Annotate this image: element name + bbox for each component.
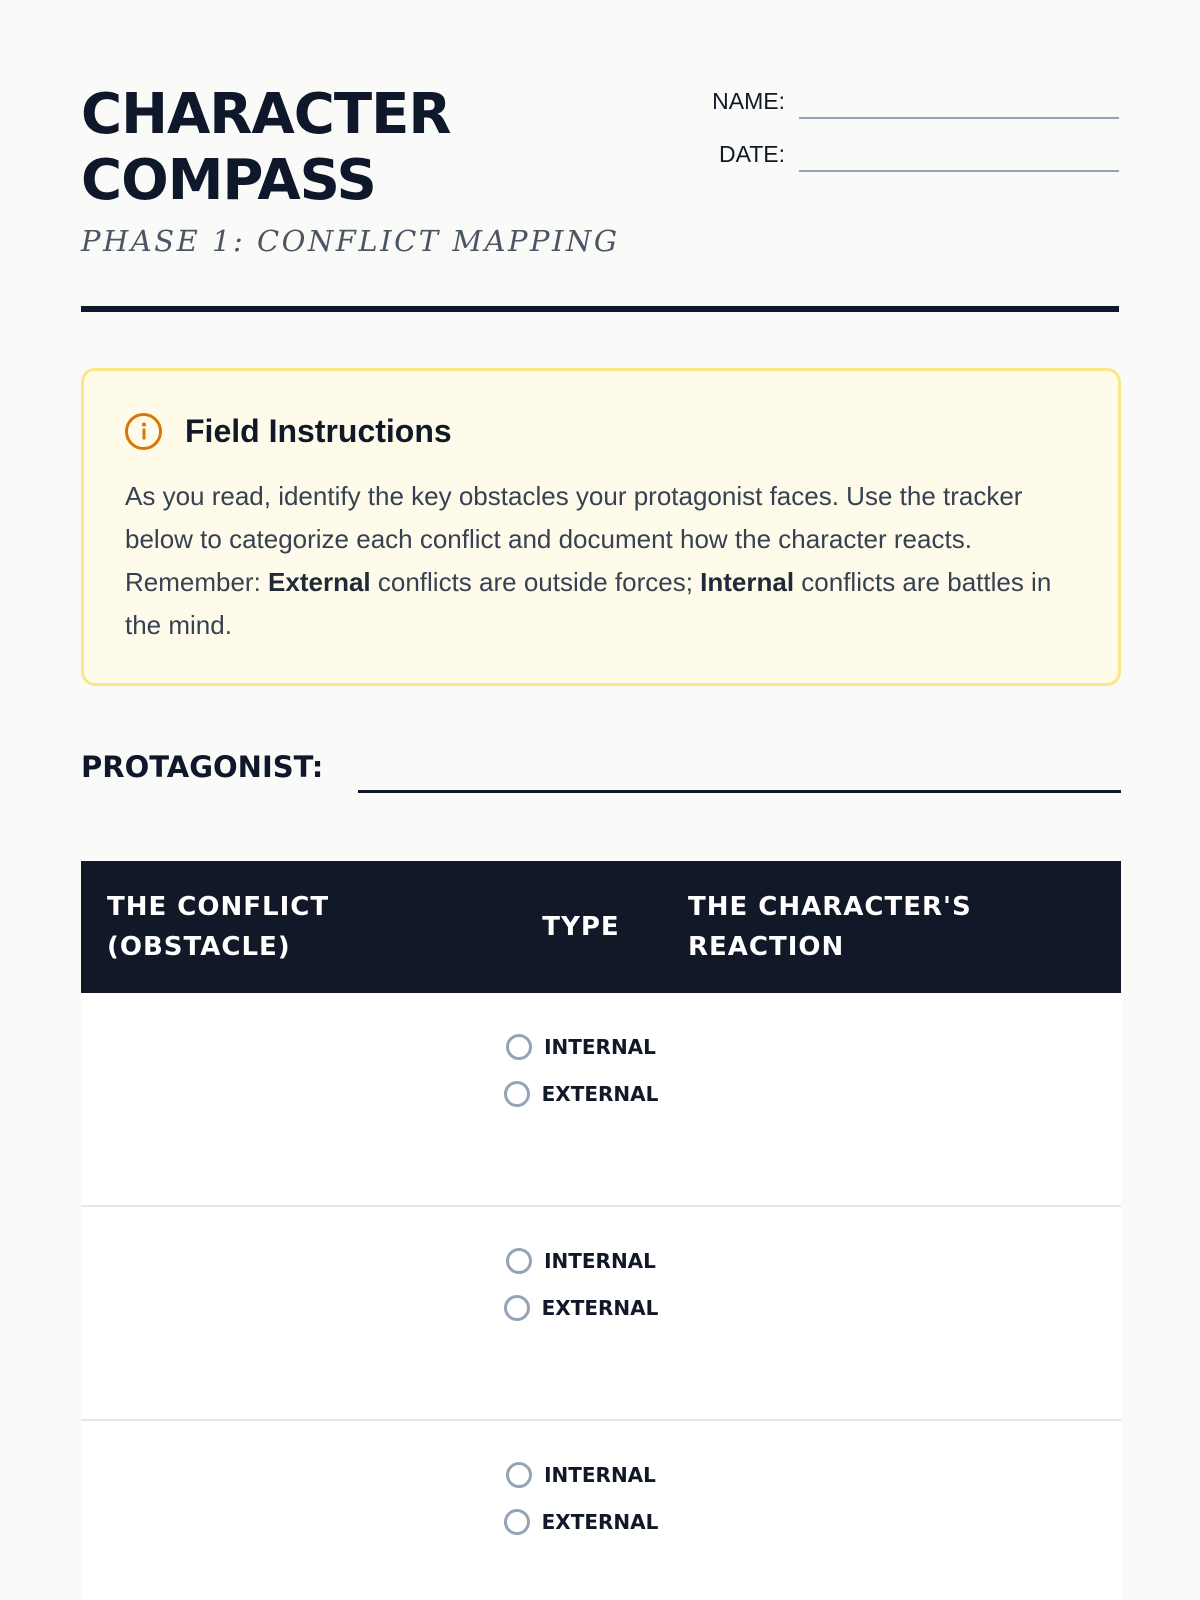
page-subtitle: PHASE 1: CONFLICT MAPPING [81,224,620,258]
header-reaction-line-2: REACTION [688,932,845,962]
info-icon [125,413,162,450]
radio-external[interactable] [504,1081,530,1107]
instructions-text-2: conflicts are outside forces; [370,567,701,597]
option-internal-label: INTERNAL [544,1249,656,1273]
option-external-label: EXTERNAL [541,1510,659,1534]
instructions-bold-internal: Internal [700,567,795,597]
student-meta [679,84,1119,190]
header-divider [81,306,1119,312]
option-external-label: EXTERNAL [541,1296,659,1320]
instructions-text-3: conflicts are battles in the mind. [125,567,1052,640]
name-field[interactable] [799,117,1119,119]
option-internal[interactable] [474,1460,688,1490]
date-row [679,137,1119,173]
header-conflict-line-2: (OBSTACLE) [107,932,291,962]
name-label: NAME: [712,88,785,114]
option-internal-label: INTERNAL [544,1035,656,1059]
name-row [679,84,1119,120]
table-row [81,1207,1121,1421]
instructions-callout [81,368,1121,686]
table-row [81,1421,1121,1600]
title-line-2: COMPASS [81,148,376,213]
radio-internal[interactable] [506,1034,532,1060]
radio-internal[interactable] [506,1248,532,1274]
header-reaction [688,861,1121,993]
radio-external[interactable] [504,1509,530,1535]
option-external[interactable] [474,1293,688,1323]
type-options [474,1032,688,1126]
title-line-1: CHARACTER [81,82,451,147]
option-internal[interactable] [474,1032,688,1062]
page-title [81,82,450,214]
date-label: DATE: [718,141,785,167]
radio-external[interactable] [504,1295,530,1321]
header-reaction-line-1: THE CHARACTER'S [688,892,972,922]
instructions-text [125,475,1076,647]
protagonist-label: PROTAGONIST: [81,750,324,784]
protagonist-field[interactable] [358,790,1121,793]
table-row [81,993,1121,1207]
date-field[interactable] [799,170,1119,172]
instructions-bold-external: External [268,567,371,597]
option-internal[interactable] [474,1246,688,1276]
header-conflict-line-1: THE CONFLICT [107,892,330,922]
type-options [474,1246,688,1340]
header-type: TYPE [542,912,620,942]
table-header [81,861,1121,993]
header [81,0,1119,314]
type-options [474,1460,688,1554]
conflict-table [81,861,1121,1600]
radio-internal[interactable] [506,1462,532,1488]
instructions-header [125,411,1076,451]
protagonist-row [81,748,1121,794]
instructions-text-1: As you read, identify the key obstacles your protagonist faces. Use the tracker below to categorize each conflict and document how the character reacts. Remember: [125,481,1023,597]
option-external[interactable] [474,1079,688,1109]
instructions-title: Field Instructions [185,412,452,449]
option-external[interactable] [474,1507,688,1537]
option-external-label: EXTERNAL [541,1082,659,1106]
header-conflict [81,861,474,993]
option-internal-label: INTERNAL [544,1463,656,1487]
